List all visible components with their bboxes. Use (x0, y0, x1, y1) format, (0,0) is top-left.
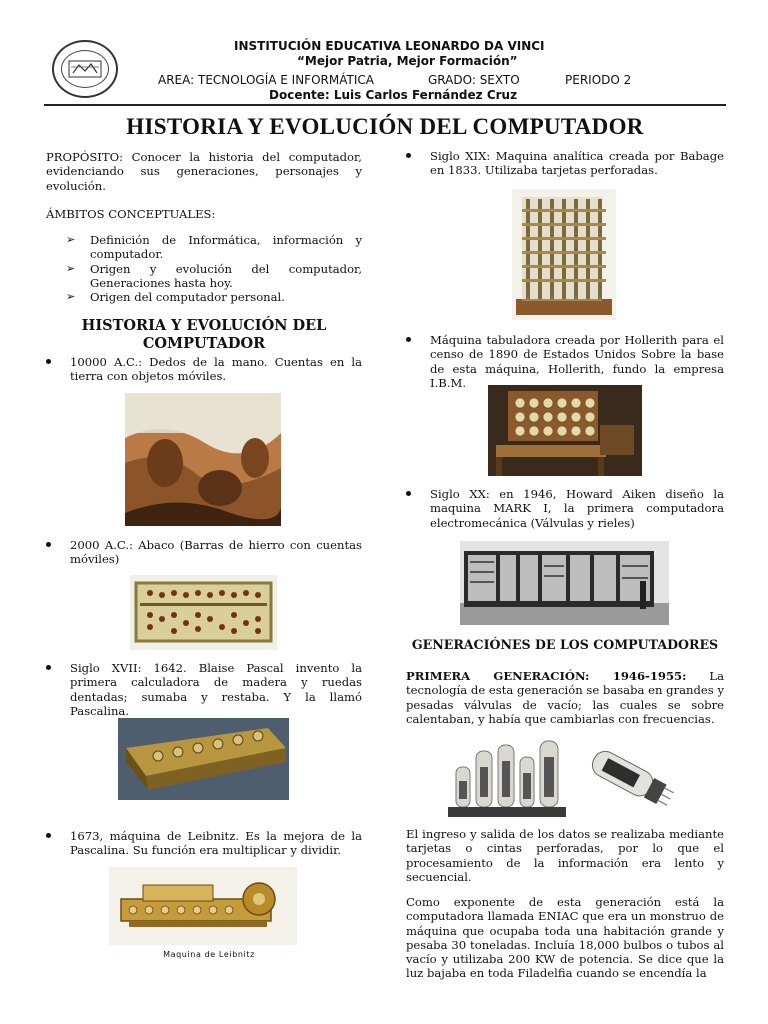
history-item-leibnitz: 1673, máquina de Leibnitz. Es la mejora de la Pascalina. Su función era multiplicar y dividir. (46, 829, 362, 858)
first-generation-paragraph: PRIMERA GENERACIÓN: 1946-1955: La tecnología de esta generación se basaba en grandes y pesadas válvulas de vacío; las cuales se sobre calentaban, y había que cambiarlas con frecuencias. (406, 669, 725, 726)
left-column (46, 150, 362, 361)
single-vacuum-tube-image (572, 741, 682, 811)
header-divider (44, 104, 726, 106)
conceptual-areas-list (46, 233, 362, 304)
purpose-paragraph: PROPÓSITO: Conocer la historia del computador, evidenciando sus generaciones, personajes y evolución. (46, 150, 362, 193)
analytical-engine-image (512, 189, 616, 320)
arrow-bullet-icon: ➢ (66, 290, 76, 304)
abacus-image (130, 575, 277, 650)
institution-motto: “Mejor Patria, Mejor Formación” (297, 54, 518, 68)
pascalina-image (118, 718, 289, 800)
mark-i-image (460, 541, 669, 625)
first-generation-label: PRIMERA GENERACIÓN: 1946-1955: (406, 669, 687, 683)
bullet-dot-icon (46, 542, 51, 547)
arrow-bullet-icon: ➢ (66, 233, 76, 247)
teacher-name: Docente: Luis Carlos Fernández Cruz (269, 88, 518, 102)
bullet-dot-icon (406, 491, 411, 496)
area-label: AREA: TECNOLOGÍA E INFORMÁTICA (158, 73, 374, 87)
grade-label: GRADO: SEXTO (428, 73, 520, 87)
generations-section-title: GENERACIÓNES DE LOS COMPUTADORES (411, 637, 719, 652)
list-item: ➢ Origen del computador personal. (66, 290, 285, 305)
history-item-siglo-xix: Siglo XIX: Maquina analítica creada por Babage en 1833. Utilizaba tarjetas perforadas. (406, 149, 724, 178)
arrow-bullet-icon: ➢ (66, 261, 76, 275)
prehistoric-counting-image (125, 393, 281, 526)
tabulating-machine-image (488, 385, 642, 476)
leibnitz-caption: Maquina de Leibnitz (163, 950, 255, 959)
history-item-2000ac: 2000 A.C.: Abaco (Barras de hierro con cuentas móviles) (46, 538, 362, 567)
vacuum-tubes-image (448, 737, 566, 817)
conceptual-areas-title: ÁMBITOS CONCEPTUALES: (46, 206, 216, 221)
bullet-dot-icon (406, 337, 411, 342)
leibnitz-machine-image (109, 867, 297, 945)
io-paragraph: El ingreso y salida de los datos se realizaba mediante tarjetas o cintas perforadas, por lo que el procesamiento de la información era lento y secuencial. (406, 827, 724, 884)
bullet-dot-icon (406, 153, 411, 158)
history-item-10000ac: 10000 A.C.: Dedos de la mano. Cuentas en la tierra con objetos móviles. (46, 355, 362, 384)
bullet-dot-icon (46, 359, 51, 364)
history-item-siglo-xvii: Siglo XVII: 1642. Blaise Pascal invento la primera calculadora de madera y ruedas dentadas; sumaba y restaba. Y la llamó Pascalina. (46, 661, 362, 718)
history-item-siglo-xx: Siglo XX: en 1946, Howard Aiken diseño la maquina MARK I, la primera computadora electromecánica (Válvulas y rieles) (406, 487, 724, 530)
list-item: ➢ Definición de Informática, información y computador. (66, 233, 362, 262)
bullet-dot-icon (46, 665, 51, 670)
list-item: ➢ Origen y evolución del computador, Generaciones hasta hoy. (66, 261, 362, 291)
institution-name: INSTITUCIÓN EDUCATIVA LEONARDO DA VINCI (234, 39, 545, 53)
page-title: HISTORIA Y EVOLUCIÓN DEL COMPUTADOR (126, 114, 644, 139)
period-label: PERIODO 2 (565, 73, 632, 87)
bullet-dot-icon (46, 833, 51, 838)
history-item-hollerith: Máquina tabuladora creada por Hollerith para el censo de 1890 de Estados Unidos Sobre la base de esta máquina, Hollerith, fundo la empresa I.B.M. (406, 333, 724, 390)
history-section-title: HISTORIA Y EVOLUCIÓN DEL COMPUTADOR (81, 316, 327, 352)
school-seal-logo (52, 40, 118, 98)
eniac-paragraph: Como exponente de esta generación está la computadora llamada ENIAC que era un monstruo de máquina que ocupaba toda una habitación grande y pesaba 30 toneladas. Incluía 18,000 bulbos o tubos al vacío y utilizaba 200 KW de potencia. Se dice que la luz bajaba en toda Filadelfia cuando se encendía la (406, 895, 724, 981)
